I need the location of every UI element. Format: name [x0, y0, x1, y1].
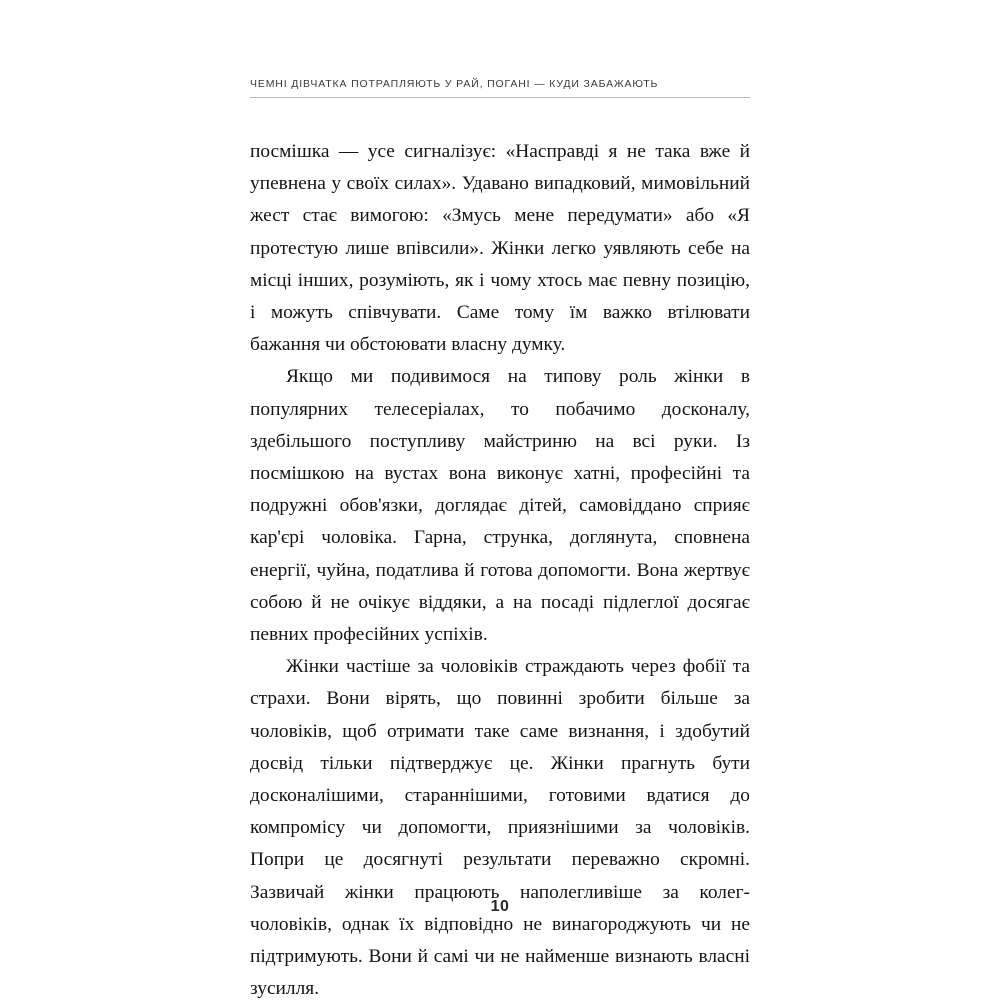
running-head: ЧЕМНІ ДІВЧАТКА ПОТРАПЛЯЮТЬ У РАЙ, ПОГАНІ — КУДИ ЗАБАЖАЮТЬ — [250, 78, 750, 98]
page-content — [250, 78, 750, 1005]
page-number: 10 — [490, 898, 510, 915]
paragraph: посмішка — усе сигналізує: «Насправді я не така вже й упевнена у своїх силах». Удавано випадковий, мимовільний жест стає вимогою: «Змусь мене передумати» або «Я протестую лише впівсили». Жінки легко уявляють себе на місці інших, розуміють, як і чому хтось має певну позицію, і можуть співчувати. Саме тому їм важко втілювати бажання чи обстоювати власну думку. — [250, 141, 750, 356]
paragraph: Якщо ми подивимося на типову роль жінки в популярних телесеріалах, то побачимо досконалу, здебільшого поступливу майстриню на всі руки. Із посмішкою на вустах вона виконує хатні, професійні та подружні обов'язки, доглядає дітей, самовіддано сприяє кар'єрі чоловіка. Гарна, струнка, доглянута, сповнена енергії, чуйна, податлива й готова допомогти. Вона жертвує собою й не очікує віддяки, а на посаді підлеглої досягає певних професійних успіхів. — [250, 366, 750, 646]
body-text — [250, 136, 750, 1005]
paragraph: Жінки частіше за чоловіків страждають через фобії та страхи. Вони вірять, що повинні зробити більше за чоловіків, щоб отримати таке саме визнання, і здобутий досвід тільки підтверджує це. Жінки прагнуть бути досконалішими, стараннішими, готовими вдатися до компромісу чи допомогти, приязнішими за чоловіків. Попри це досягнуті результати переважно скромні. Зазвичай жінки працюють наполегливіше за колег-чоловіків, однак їх відповідно не винагороджують чи не підтримують. Вони й самі чи не найменше визнають власні зусилля. — [250, 656, 750, 1000]
